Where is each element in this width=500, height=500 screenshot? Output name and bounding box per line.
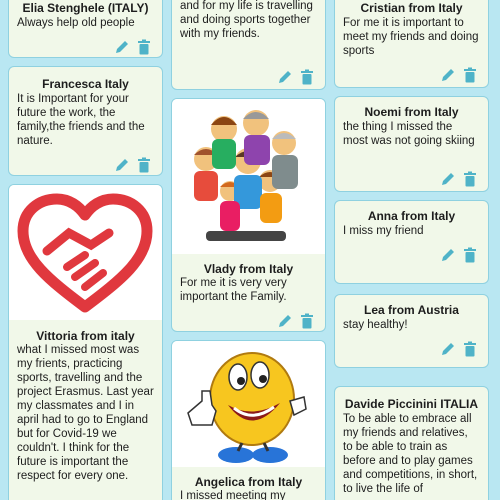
post-title: Elia Stenghele (ITALY) bbox=[22, 1, 149, 15]
post-actions bbox=[277, 313, 317, 329]
post-body: To be able to embrace all my friends and relatives, to be able to train as before and to play games and competitions, in short, to live the life of bbox=[343, 413, 478, 495]
post-body: and for my life is travelling and doing sports together with my friends. bbox=[180, 0, 313, 40]
heart-hands-icon bbox=[9, 185, 162, 320]
post-card-lea[interactable] bbox=[334, 294, 489, 368]
pencil-icon[interactable] bbox=[114, 39, 130, 55]
post-title: Cristian from Italy bbox=[360, 1, 463, 15]
post-body: It is Important for your future the work, the family,the friends and the nature. bbox=[17, 93, 145, 147]
pencil-icon[interactable] bbox=[277, 313, 293, 329]
post-card-anna[interactable] bbox=[334, 200, 489, 284]
trash-icon[interactable] bbox=[136, 157, 152, 173]
post-title: Noemi from Italy bbox=[364, 105, 459, 119]
post-card-davide[interactable] bbox=[334, 386, 489, 500]
post-actions bbox=[114, 157, 154, 173]
pencil-icon[interactable] bbox=[114, 157, 130, 173]
post-actions bbox=[440, 171, 480, 187]
trash-icon[interactable] bbox=[462, 341, 478, 357]
trash-icon[interactable] bbox=[462, 171, 478, 187]
post-image bbox=[9, 185, 162, 320]
post-card-noemi[interactable] bbox=[334, 96, 489, 192]
post-card-cristian[interactable] bbox=[334, 0, 489, 88]
post-card-top-middle[interactable] bbox=[171, 0, 326, 90]
post-body: For me it is very very important the Family. bbox=[180, 277, 287, 303]
post-card-francesca[interactable] bbox=[8, 66, 163, 176]
trash-icon[interactable] bbox=[299, 69, 315, 85]
trash-icon[interactable] bbox=[299, 313, 315, 329]
post-body: I miss my friend bbox=[343, 225, 424, 237]
post-title: Francesca Italy bbox=[42, 77, 129, 91]
post-actions bbox=[114, 39, 154, 55]
smiley-thumbs-up-icon bbox=[172, 341, 325, 467]
post-card-vittoria[interactable] bbox=[8, 184, 163, 500]
post-card-angelica[interactable] bbox=[171, 340, 326, 500]
pencil-icon[interactable] bbox=[440, 247, 456, 263]
post-title: Angelica from Italy bbox=[194, 475, 303, 489]
pencil-icon[interactable] bbox=[440, 341, 456, 357]
trash-icon[interactable] bbox=[136, 39, 152, 55]
post-image bbox=[172, 341, 325, 467]
post-title: Anna from Italy bbox=[367, 209, 456, 223]
post-title: Lea from Austria bbox=[364, 303, 459, 317]
post-body: the thing I missed the most was not going skiing bbox=[343, 121, 475, 147]
post-actions bbox=[277, 69, 317, 85]
post-title: Vittoria from italy bbox=[36, 329, 135, 343]
post-card-elia[interactable] bbox=[8, 0, 163, 58]
post-title: Vlady from Italy bbox=[203, 262, 294, 276]
post-title: Davide Piccinini ITALIA bbox=[344, 397, 479, 411]
trash-icon[interactable] bbox=[462, 247, 478, 263]
family-cartoon-icon bbox=[172, 99, 325, 254]
post-body: stay healthy! bbox=[343, 319, 408, 331]
pencil-icon[interactable] bbox=[440, 171, 456, 187]
post-card-vlady[interactable] bbox=[171, 98, 326, 332]
pencil-icon[interactable] bbox=[440, 67, 456, 83]
post-actions bbox=[440, 247, 480, 263]
pencil-icon[interactable] bbox=[277, 69, 293, 85]
post-actions bbox=[440, 341, 480, 357]
post-image bbox=[172, 99, 325, 254]
post-body: Always help old people bbox=[17, 17, 135, 29]
post-body: what I missed most was my frients, practicing sports, travelling and the project Erasmus. Last year my classmates and I in april had to go to England but for Covid-19 we couldn't. I think for the future is important the respect for every one. bbox=[17, 344, 154, 482]
post-body: For me it is important to meet my friends and doing sports bbox=[343, 17, 479, 57]
post-body: I missed meeting my bbox=[180, 490, 286, 500]
post-actions bbox=[440, 67, 480, 83]
trash-icon[interactable] bbox=[462, 67, 478, 83]
